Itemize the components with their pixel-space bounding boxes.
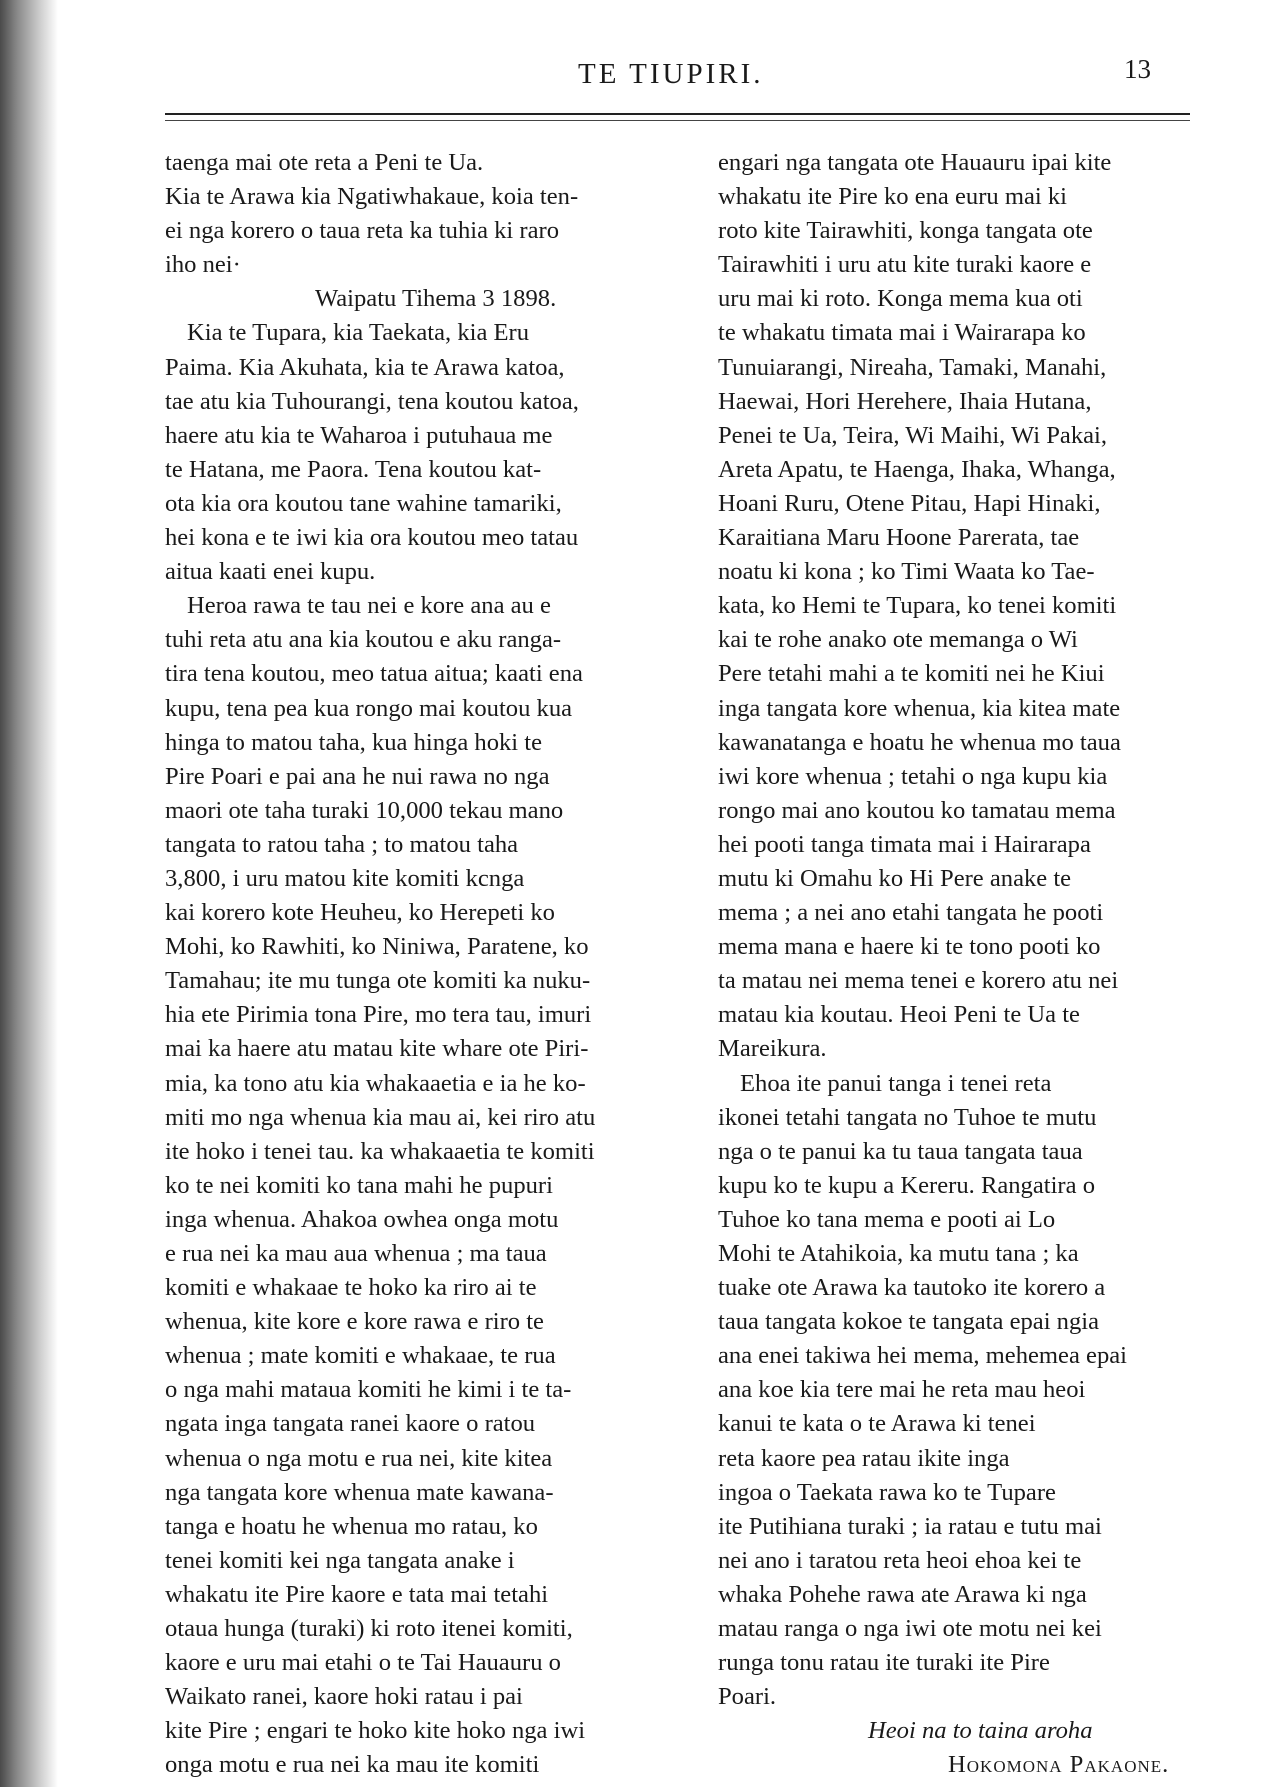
text-line: haere atu kia te Waharoa i putuhaua me xyxy=(165,421,553,449)
text-line: otaua hunga (turaki) ki roto itenei komiti, xyxy=(165,1615,573,1643)
text-line: ota kia ora koutou tane wahine tamariki, xyxy=(165,489,562,517)
text-line: mia, ka tono atu kia whakaaetia e ia he ko- xyxy=(165,1069,586,1097)
text-line: Tairawhiti i uru atu kite turaki kaore e xyxy=(718,251,1092,279)
right-column xyxy=(718,146,1203,1783)
text-line: Pere tetahi mahi a te komiti nei he Kiui xyxy=(718,660,1105,688)
text-line: tuhi reta atu ana kia koutou e aku ranga- xyxy=(165,626,562,654)
text-line: ana enei takiwa hei mema, mehemea epai xyxy=(718,1342,1128,1370)
text-line: rongo mai ano koutou ko tamatau mema xyxy=(718,796,1116,824)
book-spine-shadow xyxy=(0,0,58,1787)
text-line: te whakatu timata mai i Wairarapa ko xyxy=(718,319,1086,347)
left-column xyxy=(165,146,705,1783)
text-line: ko te nei komiti ko tana mahi he pupuri xyxy=(165,1171,553,1199)
text-line: Pire Poari e pai ana he nui rawa no nga xyxy=(165,762,550,790)
text-line: tenei komiti kei nga tangata anake i xyxy=(165,1546,515,1574)
text-line: hei pooti tanga timata mai i Hairarapa xyxy=(718,830,1091,858)
text-line: Hoani Ruru, Otene Pitau, Hapi Hinaki, xyxy=(718,489,1101,517)
text-line: tae atu kia Tuhourangi, tena koutou katoa, xyxy=(165,387,579,415)
text-line: nei ano i taratou reta heoi ehoa kei te xyxy=(718,1546,1082,1574)
text-line: Haewai, Hori Herehere, Ihaia Hutana, xyxy=(718,387,1092,415)
text-line: komiti e whakaae te hoko ka riro ai te xyxy=(165,1274,537,1302)
text-line: Mohi, ko Rawhiti, ko Niniwa, Paratene, ko xyxy=(165,933,589,961)
text-line: whakatu ite Pire kaore e tata mai tetahi xyxy=(165,1580,549,1608)
page-number: 13 xyxy=(1124,54,1151,84)
text-line: whenua ; mate komiti e whakaae, te rua xyxy=(165,1342,556,1370)
text-line: mema mana e haere ki te tono pooti ko xyxy=(718,933,1101,961)
dateline: Waipatu Tihema 3 1898. xyxy=(315,285,557,313)
text-line: hei kona e te iwi kia ora koutou meo tatau xyxy=(165,524,579,552)
text-line: Kia te Tupara, kia Taekata, kia Eru xyxy=(187,319,530,347)
text-line: noatu ki kona ; ko Timi Waata ko Tae- xyxy=(718,558,1095,586)
text-line: matau kia koutau. Heoi Peni te Ua te xyxy=(718,1001,1080,1029)
text-line: e rua nei ka mau aua whenua ; ma taua xyxy=(165,1240,547,1267)
text-line: whenua o nga motu e rua nei, kite kitea xyxy=(165,1444,553,1472)
text-line: ingoa o Taekata rawa ko te Tupare xyxy=(718,1478,1056,1506)
text-line: roto kite Tairawhiti, konga tangata ote xyxy=(718,217,1093,245)
text-line: ei nga korero o taua reta ka tuhia ki raro xyxy=(165,217,560,245)
text-line: onga motu e rua nei ka mau ite komiti xyxy=(165,1751,540,1779)
text-line: taua tangata kokoe te tangata epai ngia xyxy=(718,1308,1100,1336)
text-line: Heroa rawa te tau nei e kore ana au e xyxy=(187,592,551,620)
text-line: whaka Pohehe rawa ate Arawa ki nga xyxy=(718,1580,1087,1608)
text-line: 3,800, i uru matou kite komiti kcnga xyxy=(165,864,525,892)
text-line: mutu ki Omahu ko Hi Pere anake te xyxy=(718,864,1072,892)
text-line: o nga mahi mataua komiti he kimi i te ta- xyxy=(165,1376,572,1404)
text-line: nga o te panui ka tu taua tangata taua xyxy=(718,1137,1083,1165)
text-line: Poari. xyxy=(718,1683,777,1711)
text-line: whakatu ite Pire ko ena euru mai ki xyxy=(718,183,1067,211)
text-line: Tuhoe ko tana mema e pooti ai Lo xyxy=(718,1205,1056,1233)
text-line: Tamahau; ite mu tunga ote komiti ka nuku- xyxy=(165,967,591,995)
text-line: Areta Apatu, te Haenga, Ihaka, Whanga, xyxy=(718,455,1116,483)
text-line: kanui te kata o te Arawa ki tenei xyxy=(718,1410,1036,1438)
running-header: TE TIUPIRI. xyxy=(578,58,764,90)
text-line: taenga mai ote reta a Peni te Ua. xyxy=(165,149,484,176)
text-line: runga tonu ratau ite turaki ite Pire xyxy=(718,1649,1050,1677)
text-line: uru mai ki roto. Konga mema kua oti xyxy=(718,285,1083,313)
text-line: kupu, tena pea kua rongo mai koutou kua xyxy=(165,694,573,722)
text-line: whenua, kite kore e kore rawa e riro te xyxy=(165,1308,544,1336)
text-line: iho nei· xyxy=(165,251,241,279)
text-line: inga whenua. Ahakoa owhea onga motu xyxy=(165,1205,559,1233)
text-line: Mohi te Atahikoia, ka mutu tana ; ka xyxy=(718,1240,1079,1267)
closing-line: Heoi na to taina aroha xyxy=(868,1717,1093,1745)
text-line: Waikato ranei, kaore hoki ratau i pai xyxy=(165,1683,523,1711)
text-line: ana koe kia tere mai he reta mau heoi xyxy=(718,1376,1086,1404)
text-line: aitua kaati enei kupu. xyxy=(165,558,376,586)
text-line: tanga e hoatu he whenua mo ratau, ko xyxy=(165,1512,538,1540)
text-line: tira tena koutou, meo tatua aitua; kaati ena xyxy=(165,660,583,688)
text-line: ite hoko i tenei tau. ka whakaaetia te komiti xyxy=(165,1137,595,1165)
text-line: hinga to matou taha, kua hinga hoki te xyxy=(165,728,543,756)
text-line: ikonei tetahi tangata no Tuhoe te mutu xyxy=(718,1103,1097,1131)
text-line: kai te rohe anako ote memanga o Wi xyxy=(718,626,1078,654)
text-line: Tunuiarangi, Nireaha, Tamaki, Manahi, xyxy=(718,353,1107,381)
text-line: ngata inga tangata ranei kaore o ratou xyxy=(165,1410,536,1438)
text-line: reta kaore pea ratau ikite inga xyxy=(718,1444,1010,1472)
text-line: te Hatana, me Paora. Tena koutou kat- xyxy=(165,455,542,483)
text-line: Penei te Ua, Teira, Wi Maihi, Wi Pakai, xyxy=(718,421,1108,449)
text-line: inga tangata kore whenua, kia kitea mate xyxy=(718,694,1121,722)
text-line: ite Putihiana turaki ; ia ratau e tutu mai xyxy=(718,1512,1102,1540)
text-line: Mareikura. xyxy=(718,1035,827,1063)
text-line: iwi kore whenua ; tetahi o nga kupu kia xyxy=(718,762,1108,790)
text-line: hia ete Pirimia tona Pire, mo tera tau, imuri xyxy=(165,1001,592,1029)
text-line: kawanatanga e hoatu he whenua mo taua xyxy=(718,728,1121,756)
text-line: Paima. Kia Akuhata, kia te Arawa katoa, xyxy=(165,353,565,381)
text-line: kaore e uru mai etahi o te Tai Hauauru o xyxy=(165,1649,561,1677)
header-rule xyxy=(165,113,1190,115)
text-line: engari nga tangata ote Hauauru ipai kite xyxy=(718,149,1112,176)
text-line: matau ranga o nga iwi ote motu nei kei xyxy=(718,1615,1102,1643)
text-line: kite Pire ; engari te hoko kite hoko nga iwi xyxy=(165,1717,586,1745)
text-line: nga tangata kore whenua mate kawana- xyxy=(165,1478,554,1506)
text-line: ta matau nei mema tenei e korero atu nei xyxy=(718,967,1119,995)
text-line: kupu ko te kupu a Kereru. Rangatira o xyxy=(718,1171,1095,1199)
signature: Hokomona Pakaone. xyxy=(948,1751,1170,1779)
text-line: mai ka haere atu matau kite whare ote Piri- xyxy=(165,1035,589,1063)
text-line: Karaitiana Maru Hoone Parerata, tae xyxy=(718,524,1080,552)
header-rule-thin xyxy=(165,120,1190,121)
text-line: kai korero kote Heuheu, ko Herepeti ko xyxy=(165,899,555,927)
text-line: tuake ote Arawa ka tautoko ite korero a xyxy=(718,1274,1106,1302)
text-line: miti mo nga whenua kia mau ai, kei riro atu xyxy=(165,1103,596,1131)
text-line: Kia te Arawa kia Ngatiwhakaue, koia ten- xyxy=(165,183,579,211)
text-line: maori ote taha turaki 10,000 tekau mano xyxy=(165,796,564,824)
text-line: Ehoa ite panui tanga i tenei reta xyxy=(740,1069,1052,1097)
text-line: tangata to ratou taha ; to matou taha xyxy=(165,830,519,858)
text-line: kata, ko Hemi te Tupara, ko tenei komiti xyxy=(718,592,1117,620)
text-line: mema ; a nei ano etahi tangata he pooti xyxy=(718,899,1104,927)
